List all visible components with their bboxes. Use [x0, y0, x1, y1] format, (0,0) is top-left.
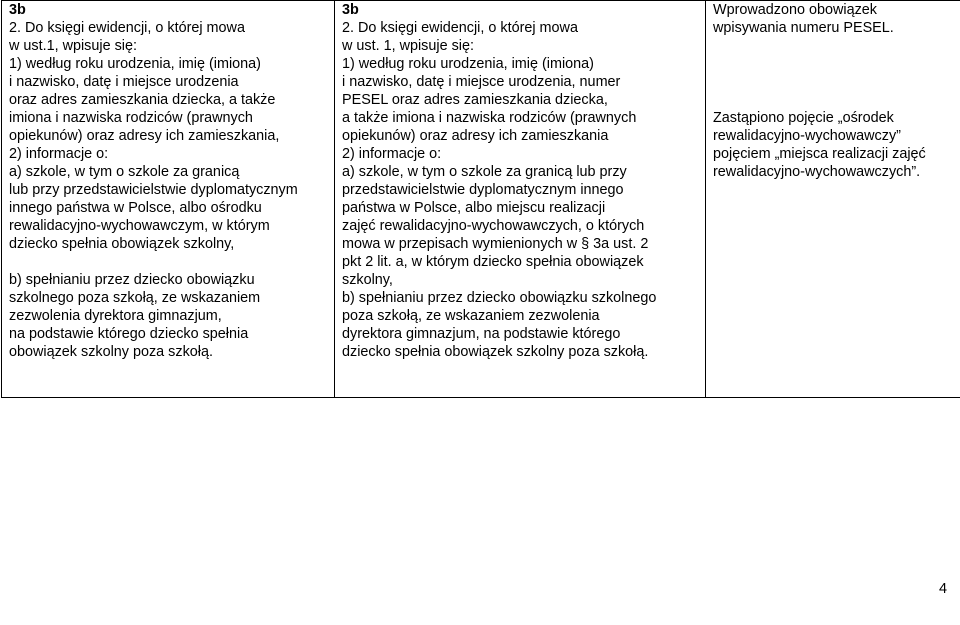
page-number: 4: [938, 581, 947, 597]
text-line: poza szkołą, ze wskazaniem zezwolenia: [342, 308, 600, 324]
text-line: imiona i nazwiska rodziców (prawnych: [9, 110, 253, 126]
text-line: b) spełnianiu przez dziecko obowiązku: [9, 272, 255, 288]
comparison-table: [1, 0, 960, 398]
text-line: przedstawicielstwie dyplomatycznym innego: [342, 182, 624, 198]
section-heading: 3b: [342, 2, 359, 18]
text-line: 2. Do księgi ewidencji, o której mowa: [9, 20, 245, 36]
text-line: opiekunów) oraz adresy ich zamieszkania: [342, 128, 609, 144]
note-line: Zastąpiono pojęcie „ośrodek: [713, 110, 894, 126]
text-line: oraz adres zamieszkania dziecka, a także: [9, 92, 276, 108]
note-line: rewalidacyjno-wychowawczych”.: [713, 164, 921, 180]
text-line: lub przy przedstawicielstwie dyplomatycznym: [9, 182, 298, 198]
note-line: pojęciem „miejsca realizacji zajęć: [713, 146, 926, 162]
text-line: w ust. 1, wpisuje się:: [342, 38, 474, 54]
text-line: obowiązek szkolny poza szkołą.: [9, 344, 213, 360]
text-line: opiekunów) oraz adresy ich zamieszkania,: [9, 128, 280, 144]
text-line: pkt 2 lit. a, w którym dziecko spełnia obowiązek: [342, 254, 644, 270]
text-line: rewalidacyjno-wychowawczym, w którym: [9, 218, 270, 234]
text-line: 2) informacje o:: [9, 146, 109, 162]
text-line: w ust.1, wpisuje się:: [9, 38, 137, 54]
section-heading: 3b: [9, 2, 26, 18]
text-line: dziecko spełnia obowiązek szkolny poza szkołą.: [342, 344, 649, 360]
text-line: dyrektora gimnazjum, na podstawie którego: [342, 326, 621, 342]
text-line: szkolnego poza szkołą, ze wskazaniem: [9, 290, 261, 306]
text-line: państwa w Polsce, albo miejscu realizacji: [342, 200, 606, 216]
text-line: szkolny,: [342, 272, 393, 288]
text-line: dziecko spełnia obowiązek szkolny,: [9, 236, 235, 252]
justification-cell: [706, 1, 960, 398]
text-line: i nazwisko, datę i miejsce urodzenia, numer: [342, 74, 621, 90]
text-line: zajęć rewalidacyjno-wychowawczych, o których: [342, 218, 645, 234]
text-line: zezwolenia dyrektora gimnazjum,: [9, 308, 222, 324]
original-text-cell: [2, 1, 335, 398]
text-line: a także imiona i nazwiska rodziców (prawnych: [342, 110, 637, 126]
text-line: PESEL oraz adres zamieszkania dziecka,: [342, 92, 608, 108]
text-line: 2. Do księgi ewidencji, o której mowa: [342, 20, 578, 36]
text-line: innego państwa w Polsce, albo ośrodku: [9, 200, 262, 216]
text-line: na podstawie którego dziecko spełnia: [9, 326, 249, 342]
text-line: 2) informacje o:: [342, 146, 442, 162]
note-line: Wprowadzono obowiązek: [713, 2, 877, 18]
note-line: rewalidacyjno-wychowawczy”: [713, 128, 901, 144]
note-line: wpisywania numeru PESEL.: [713, 20, 894, 36]
text-line: a) szkole, w tym o szkole za granicą lub przy: [342, 164, 627, 180]
text-line: 1) według roku urodzenia, imię (imiona): [9, 56, 261, 72]
text-line: mowa w przepisach wymienionych w § 3a ust. 2: [342, 236, 649, 252]
text-line: 1) według roku urodzenia, imię (imiona): [342, 56, 594, 72]
text-line: a) szkole, w tym o szkole za granicą: [9, 164, 240, 180]
paragraph-gap: [9, 253, 328, 271]
table-row: [2, 1, 960, 398]
amended-text-cell: [335, 1, 706, 398]
text-line: b) spełnianiu przez dziecko obowiązku szkolnego: [342, 290, 657, 306]
paragraph-gap: [713, 37, 960, 109]
text-line: i nazwisko, datę i miejsce urodzenia: [9, 74, 239, 90]
